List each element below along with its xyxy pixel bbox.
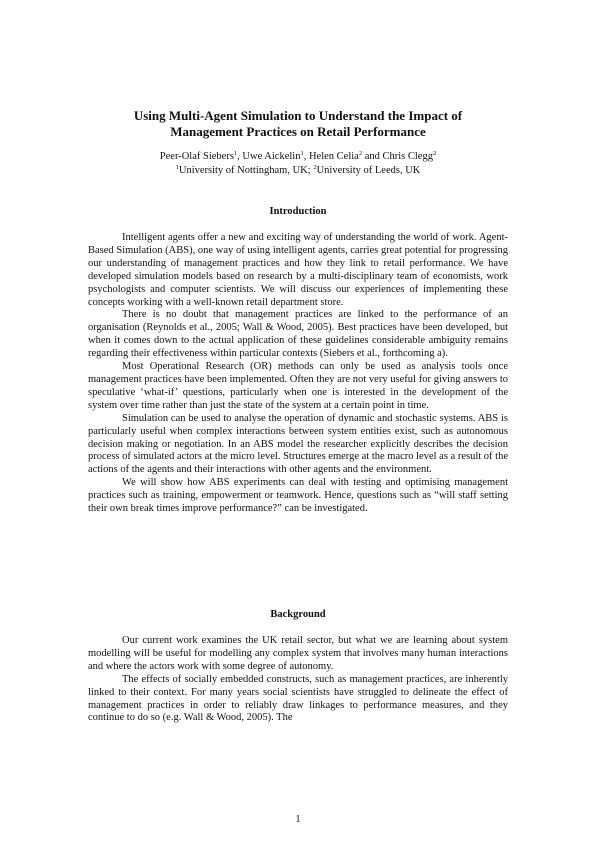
page-number: 1	[295, 814, 301, 825]
affil-mark: 2	[313, 164, 317, 171]
paragraph: Intelligent agents offer a new and exciting way of understanding the world of work. Agent-Based Simulation (ABS), one way of using intelligent agents, carries great potential for progressing our understanding of management practices and how they link to retail performance. We have developed simulation models based on research by a multi-disciplinary team of economists, work psychologists and computer scientists. We will discuss our experiences of implementing these concepts working with a well-known retail department store.	[88, 232, 508, 308]
author-name: Helen Celia	[308, 151, 359, 162]
author-affil-mark: 2	[432, 150, 437, 157]
author-affil-mark: 2	[358, 150, 363, 157]
paragraph: We will show how ABS experiments can deal with testing and optimising management practices such as training, empowerment or teamwork. Hence, questions such as “will staff setting their own break times improve performance?” can be investigated.	[88, 477, 508, 515]
author-name: Chris Clegg	[382, 151, 433, 162]
author-separator: ,	[237, 151, 243, 162]
author-name: Peer-Olaf Siebers	[159, 151, 234, 162]
paper-title	[88, 108, 508, 140]
author-separator: ,	[303, 151, 309, 162]
author-name: Uwe Aickelin	[242, 151, 301, 162]
section-heading-background: Background	[270, 609, 326, 620]
paragraph: Our current work examines the UK retail sector, but what we are learning about system modelling will be useful for modelling any complex system that involves many human interactions and where the actors work with some degree of autonomy.	[88, 635, 508, 672]
title-line-1: Using Multi-Agent Simulation to Understand the Impact of	[133, 108, 463, 123]
section-background	[88, 635, 508, 725]
paragraph: Most Operational Research (OR) methods can only be used as analysis tools once management practices have been implemented. Often they are not very useful for giving answers to speculative ‘what-if’ questions, particularly when one is interested in the development of the system over time rather than just the state of the system at a certain point in time.	[88, 361, 508, 411]
author-affil-mark: 1	[300, 150, 304, 157]
affiliation: University of Nottingham, UK;	[178, 165, 314, 176]
section-introduction	[88, 232, 508, 516]
affil-mark: 1	[175, 164, 179, 171]
author-affil-mark: 1	[233, 150, 238, 157]
author-separator: and	[362, 151, 383, 162]
paragraph: Simulation can be used to analyse the operation of dynamic and stochastic systems. ABS is particularly useful when complex interactions between system entities exist, such as autonomous decision making or negotiation. In an ABS model the researcher explicitly describes the decision process of simulated actors at the micro level. Structures emerge at the macro level as a result of the actions of the agents and their interactions with other agents and the environment.	[88, 412, 508, 476]
paragraph: The effects of socially embedded constructs, such as management practices, are inherently linked to their context. For many years social scientists have struggled to delineate the effect of management practices in order to reliably draw linkages to performance measures, and they continue to do so (e.g. Wall & Wood, 2005). The	[88, 673, 508, 724]
section-heading-introduction: Introduction	[269, 206, 327, 217]
affiliation: University of Leeds, UK	[316, 165, 421, 176]
affiliation-list	[88, 164, 508, 178]
author-list	[88, 150, 508, 164]
title-line-2: Management Practices on Retail Performance	[170, 124, 426, 139]
paragraph: There is no doubt that management practices are linked to the performance of an organisation (Reynolds et al., 2005; Wall & Wood, 2005). Best practices have been developed, but when it comes down to the actual application of these guidelines considerable ambiguity remains regarding their effectiveness within particular contexts (Siebers et al., forthcoming a).	[88, 309, 508, 360]
